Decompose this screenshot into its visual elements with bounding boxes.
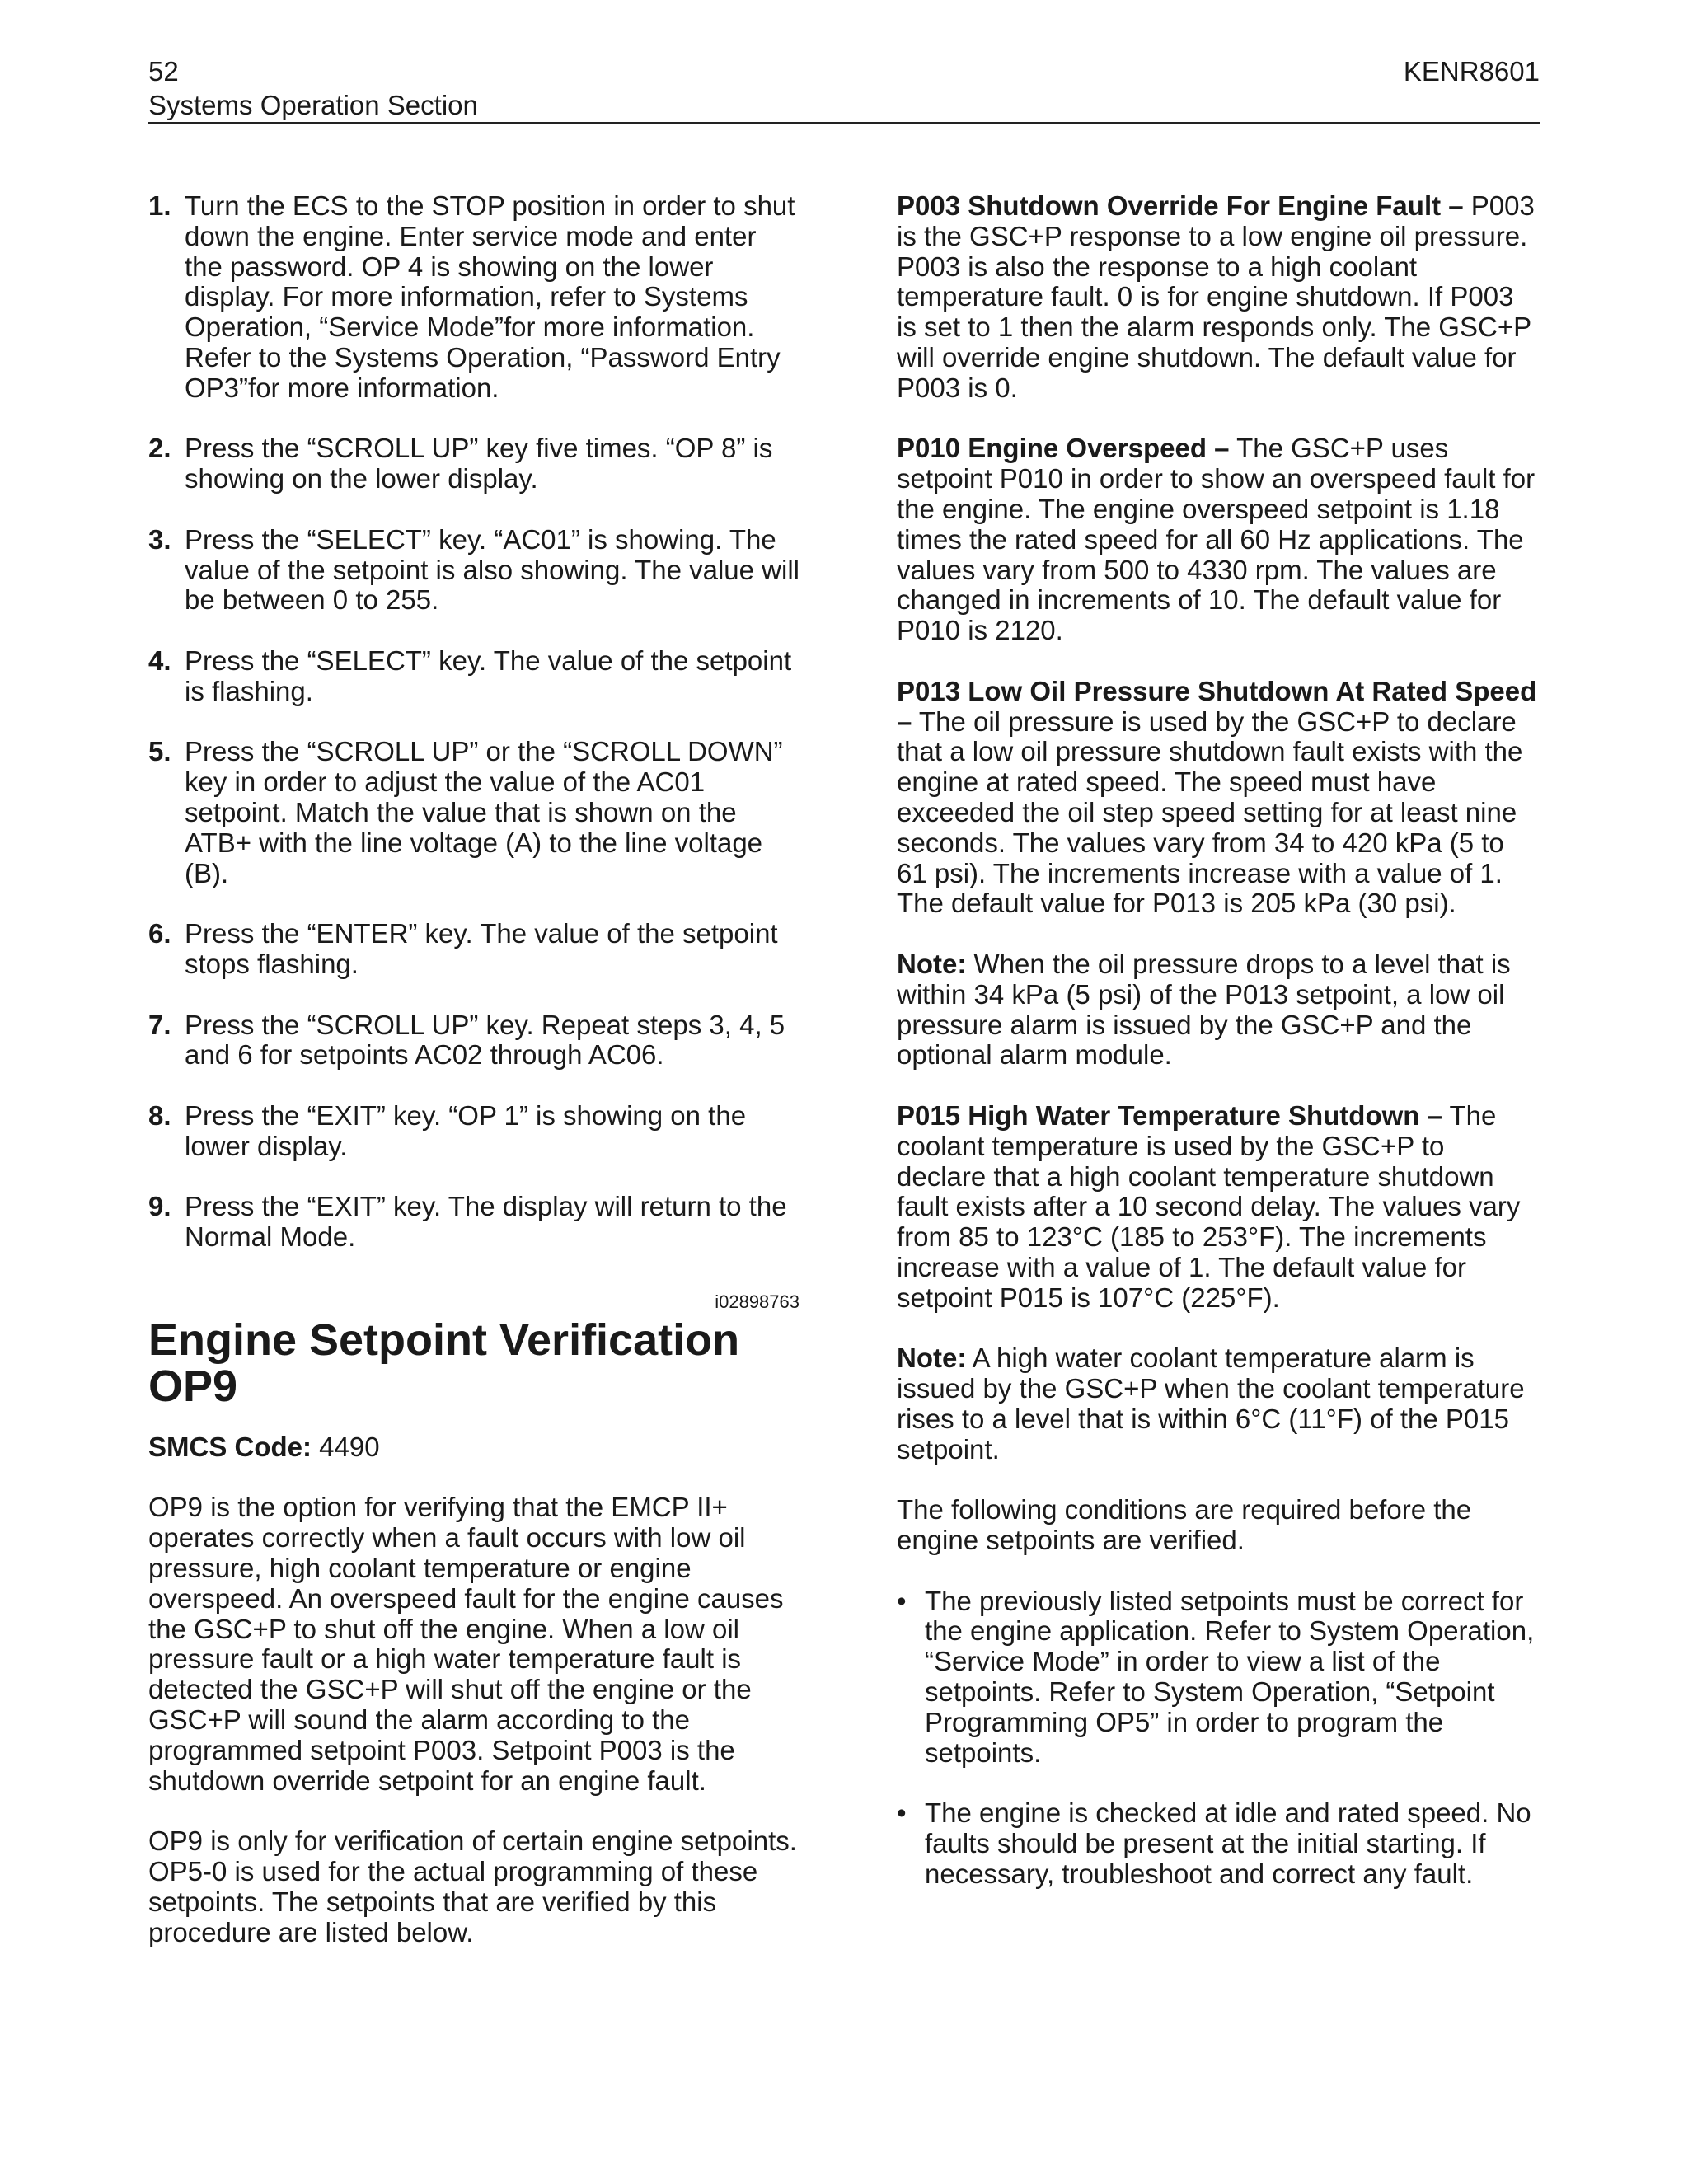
- note-text: When the oil pressure drops to a level that is within 34 kPa (5 psi) of the P013 setpoint, a low oil pressure alarm is issued by the GSC+P and the optional alarm module.: [897, 948, 1511, 1071]
- step-text: Press the “SCROLL UP” key. Repeat steps 3, 4, 5 and 6 for setpoints AC02 through AC06.: [185, 1009, 785, 1071]
- setpoint-item: [897, 434, 1540, 646]
- procedure-step: [148, 1101, 799, 1162]
- procedure-step: [148, 1010, 799, 1071]
- step-number: 9.: [148, 1191, 171, 1222]
- note: [897, 1343, 1540, 1465]
- section-title: [148, 1317, 799, 1409]
- body-paragraph: OP9 is only for verification of certain engine setpoints. OP5-0 is used for the actual programming of these setpoints. The setpoints that are verified by this procedure are listed below.: [148, 1825, 797, 1947]
- procedure-step: [148, 919, 799, 980]
- smcs-code: [148, 1432, 799, 1463]
- procedure-step: [148, 1192, 799, 1253]
- page-header-left: [148, 54, 478, 122]
- setpoint-description: P003 is the GSC+P response to a low engine oil pressure. P003 is also the response to a high coolant temperature fault. 0 is for engine shutdown. If P003 is set to 1 then the alarm responds only. The GSC+P will override engine shutdown. The default value for P003 is 0.: [897, 190, 1535, 403]
- step-text: Press the “SCROLL UP” key five times. “OP 8” is showing on the lower display.: [185, 433, 773, 494]
- document-id: i02898763: [715, 1291, 799, 1312]
- procedure-step: [148, 191, 799, 404]
- list-item-text: The engine is checked at idle and rated speed. No faults should be present at the initial starting. If necessary, troubleshoot and correct any fault.: [925, 1797, 1531, 1889]
- step-text: Press the “EXIT” key. The display will return to the Normal Mode.: [185, 1191, 787, 1253]
- setpoint-term: P003 Shutdown Override For Engine Fault –: [897, 190, 1464, 221]
- step-text: Press the “SCROLL UP” or the “SCROLL DOWN” key in order to adjust the value of the AC01 setpoint. Match the value that is shown on the ATB+ with the line voltage (A) to the line voltage (B).: [185, 736, 783, 888]
- note-label: Note:: [897, 1343, 967, 1374]
- note-label: Note:: [897, 948, 967, 979]
- body-paragraph: OP9 is the option for verifying that the EMCP II+ operates correctly when a fault occurs with low oil pressure, high coolant temperature or engine overspeed. An overspeed fault for the engine causes the GSC+P to shut off the engine. When a low oil pressure fault or a high water temperature fault is detected the GSC+P will shut off the engine or the GSC+P will sound the alarm according to the programmed setpoint P003. Setpoint P003 is the shutdown override setpoint for an engine fault.: [148, 1492, 784, 1796]
- step-number: 1.: [148, 190, 171, 221]
- procedure-step: [148, 434, 799, 494]
- page-number: 52: [148, 56, 179, 87]
- header-divider: [148, 122, 1540, 124]
- conditions-list: [897, 1586, 1540, 1890]
- step-text: Press the “SELECT” key. The value of the setpoint is flashing.: [185, 644, 792, 706]
- setpoint-term: P010 Engine Overspeed –: [897, 433, 1230, 464]
- step-number: 7.: [148, 1009, 171, 1040]
- bullet-icon: •: [897, 1797, 907, 1829]
- document-code: KENR8601: [1403, 56, 1540, 87]
- setpoint-term: P013 Low Oil Pressure Shutdown At Rated Speed –: [897, 675, 1537, 737]
- note-text: A high water coolant temperature alarm is issued by the GSC+P when the coolant temperature rises to a level that is within 6°C (11°F) of the P015 setpoint.: [897, 1343, 1525, 1465]
- setpoint-item: [897, 191, 1540, 404]
- section-title-line: OP9: [148, 1361, 238, 1411]
- section-title-line: Engine Setpoint Verification: [148, 1315, 740, 1365]
- list-item-text: The previously listed setpoints must be correct for the engine application. Refer to System Operation, “Service Mode” in order to view a list of the setpoints. Refer to System Operation, “Setpoint Programming OP5” in order to program the setpoints.: [925, 1585, 1535, 1768]
- step-text: Press the “SELECT” key. “AC01” is showing. The value of the setpoint is also showing. The value will be between 0 to 255.: [185, 523, 799, 616]
- step-number: 2.: [148, 433, 171, 464]
- step-number: 6.: [148, 918, 171, 949]
- step-text: Press the “EXIT” key. “OP 1” is showing on the lower display.: [185, 1099, 747, 1161]
- procedure-step: [148, 525, 799, 616]
- setpoint-description: The oil pressure is used by the GSC+P to declare that a low oil pressure shutdown fault exists with the engine at rated speed. The speed must have exceeded the oil step speed setting for at least nine seconds. The values vary from 34 to 420 kPa (5 to 61 psi). The increments increase with a value of 1. The default value for P013 is 205 kPa (30 psi).: [897, 705, 1523, 919]
- smcs-label: SMCS Code:: [148, 1431, 312, 1462]
- step-number: 5.: [148, 736, 171, 767]
- step-text: Press the “ENTER” key. The value of the setpoint stops flashing.: [185, 918, 778, 979]
- procedure-steps: [148, 191, 799, 1253]
- note: [897, 949, 1540, 1071]
- smcs-value: 4490: [312, 1431, 380, 1462]
- conditions-intro: The following conditions are required before the engine setpoints are verified.: [897, 1494, 1472, 1556]
- right-column: [897, 191, 1540, 1919]
- list-item: [897, 1798, 1540, 1889]
- step-number: 8.: [148, 1099, 171, 1131]
- step-number: 4.: [148, 644, 171, 676]
- setpoint-description: The GSC+P uses setpoint P010 in order to show an overspeed fault for the engine. The engine overspeed setpoint is 1.18 times the rated speed for all 60 Hz applications. The values vary from 500 to 4330 rpm. The values are changed in increments of 10. The default value for P010 is 2120.: [897, 433, 1536, 646]
- bullet-icon: •: [897, 1585, 907, 1616]
- setpoint-item: [897, 677, 1540, 919]
- step-number: 3.: [148, 523, 171, 555]
- step-text: Turn the ECS to the STOP position in order to shut down the engine. Enter service mode and enter the password. OP 4 is showing on the lower display. For more information, refer to Systems Operation, “Service Mode”for more information. Refer to the Systems Operation, “Password Entry OP3”for more information.: [185, 190, 795, 403]
- setpoint-item: [897, 1101, 1540, 1314]
- left-column: [148, 191, 799, 1978]
- procedure-step: [148, 646, 799, 707]
- setpoint-description: The coolant temperature is used by the GSC+P to declare that a high coolant temperature shutdown fault exists after a 10 second delay. The values vary from 85 to 123°C (185 to 253°F). The increments increase with a value of 1. The default value for setpoint P015 is 107°C (225°F).: [897, 1099, 1521, 1313]
- list-item: [897, 1586, 1540, 1769]
- procedure-step: [148, 737, 799, 888]
- setpoint-term: P015 High Water Temperature Shutdown –: [897, 1099, 1442, 1131]
- section-name: Systems Operation Section: [148, 90, 478, 120]
